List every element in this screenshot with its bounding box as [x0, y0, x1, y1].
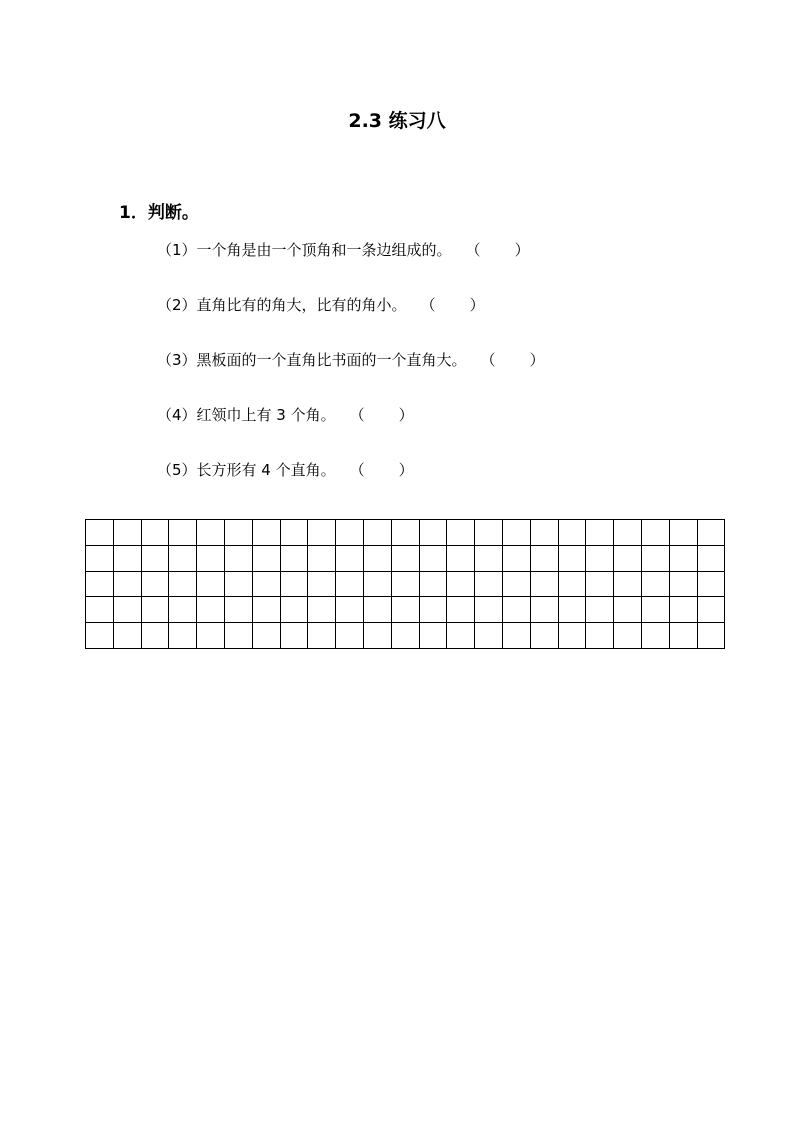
- grid-cell[interactable]: [336, 597, 364, 623]
- grid-cell[interactable]: [669, 571, 697, 597]
- grid-cell[interactable]: [697, 520, 725, 546]
- grid-cell[interactable]: [586, 623, 614, 649]
- grid-cell[interactable]: [336, 520, 364, 546]
- grid-cell[interactable]: [669, 520, 697, 546]
- grid-cell[interactable]: [86, 623, 114, 649]
- grid-cell[interactable]: [530, 545, 558, 571]
- grid-cell[interactable]: [530, 571, 558, 597]
- grid-cell[interactable]: [86, 545, 114, 571]
- grid-cell[interactable]: [197, 545, 225, 571]
- answer-blank[interactable]: （ ）: [420, 296, 485, 314]
- grid-cell[interactable]: [363, 545, 391, 571]
- answer-blank[interactable]: （ ）: [465, 241, 530, 259]
- grid-cell[interactable]: [641, 520, 669, 546]
- grid-cell[interactable]: [308, 597, 336, 623]
- grid-cell[interactable]: [391, 571, 419, 597]
- grid-cell[interactable]: [280, 571, 308, 597]
- grid-cell[interactable]: [391, 597, 419, 623]
- grid-cell[interactable]: [475, 623, 503, 649]
- question-item-1: [157, 239, 545, 294]
- grid-cell[interactable]: [113, 520, 141, 546]
- grid-row: [86, 597, 725, 623]
- grid-cell[interactable]: [697, 545, 725, 571]
- grid-row: [86, 571, 725, 597]
- grid-cell[interactable]: [252, 623, 280, 649]
- grid-cell[interactable]: [280, 520, 308, 546]
- grid-cell[interactable]: [197, 520, 225, 546]
- grid-cell[interactable]: [558, 623, 586, 649]
- grid-cell[interactable]: [419, 623, 447, 649]
- question-item-5: [157, 459, 545, 514]
- grid-cell[interactable]: [614, 597, 642, 623]
- answer-blank[interactable]: （ ）: [349, 461, 414, 479]
- worksheet-title: 2.3 练习八: [348, 110, 446, 132]
- grid-cell[interactable]: [530, 520, 558, 546]
- grid-cell[interactable]: [141, 623, 169, 649]
- grid-cell[interactable]: [558, 545, 586, 571]
- grid-cell[interactable]: [141, 545, 169, 571]
- question-item-4: [157, 404, 545, 459]
- grid-cell[interactable]: [169, 597, 197, 623]
- grid-cell[interactable]: [113, 623, 141, 649]
- grid-cell[interactable]: [586, 597, 614, 623]
- grid-cell[interactable]: [669, 597, 697, 623]
- grid-cell[interactable]: [169, 545, 197, 571]
- grid-cell[interactable]: [502, 571, 530, 597]
- grid-row: [86, 545, 725, 571]
- grid-cell[interactable]: [252, 571, 280, 597]
- writing-grid: [85, 519, 725, 649]
- grid-cell[interactable]: [447, 623, 475, 649]
- grid-cell[interactable]: [197, 597, 225, 623]
- grid-cell[interactable]: [697, 623, 725, 649]
- grid-cell[interactable]: [447, 597, 475, 623]
- grid-cell[interactable]: [308, 545, 336, 571]
- grid-cell[interactable]: [447, 520, 475, 546]
- grid-cell[interactable]: [113, 597, 141, 623]
- grid-cell[interactable]: [169, 520, 197, 546]
- grid-cell[interactable]: [475, 571, 503, 597]
- grid-cell[interactable]: [614, 571, 642, 597]
- grid-cell[interactable]: [558, 597, 586, 623]
- question-text: （5）长方形有 4 个直角。: [157, 461, 336, 479]
- grid-cell[interactable]: [197, 623, 225, 649]
- grid-cell[interactable]: [530, 623, 558, 649]
- grid-cell[interactable]: [169, 623, 197, 649]
- grid-cell[interactable]: [586, 545, 614, 571]
- grid-cell[interactable]: [558, 571, 586, 597]
- grid-cell[interactable]: [280, 545, 308, 571]
- grid-cell[interactable]: [475, 545, 503, 571]
- grid-cell[interactable]: [141, 571, 169, 597]
- grid-cell[interactable]: [586, 520, 614, 546]
- grid-cell[interactable]: [363, 520, 391, 546]
- grid-cell[interactable]: [141, 597, 169, 623]
- answer-blank[interactable]: （ ）: [480, 351, 545, 369]
- grid-cell[interactable]: [141, 520, 169, 546]
- grid-cell[interactable]: [669, 623, 697, 649]
- question-item-2: [157, 294, 545, 349]
- grid-cell[interactable]: [224, 520, 252, 546]
- grid-cell[interactable]: [419, 545, 447, 571]
- question-list: [157, 239, 545, 514]
- grid-cell[interactable]: [502, 520, 530, 546]
- grid-cell[interactable]: [308, 571, 336, 597]
- grid-cell[interactable]: [363, 623, 391, 649]
- grid-cell[interactable]: [614, 545, 642, 571]
- grid-cell[interactable]: [475, 597, 503, 623]
- grid-row: [86, 520, 725, 546]
- grid-cell[interactable]: [530, 597, 558, 623]
- grid-cell[interactable]: [502, 623, 530, 649]
- section-heading: 1．判断。: [119, 203, 199, 223]
- grid-cell[interactable]: [252, 597, 280, 623]
- grid-cell[interactable]: [697, 597, 725, 623]
- grid-cell[interactable]: [391, 545, 419, 571]
- grid-cell[interactable]: [169, 571, 197, 597]
- grid-row: [86, 623, 725, 649]
- grid-cell[interactable]: [86, 597, 114, 623]
- grid-cell[interactable]: [641, 545, 669, 571]
- grid-cell[interactable]: [336, 545, 364, 571]
- question-text: （4）红领巾上有 3 个角。: [157, 406, 336, 424]
- question-text: （3）黑板面的一个直角比书面的一个直角大。: [157, 351, 467, 369]
- grid-cell[interactable]: [586, 571, 614, 597]
- grid-cell[interactable]: [363, 597, 391, 623]
- grid-cell[interactable]: [224, 623, 252, 649]
- grid-cell[interactable]: [308, 623, 336, 649]
- grid-cell[interactable]: [363, 571, 391, 597]
- grid-cell[interactable]: [113, 571, 141, 597]
- grid-cell[interactable]: [502, 545, 530, 571]
- grid-cell[interactable]: [252, 545, 280, 571]
- grid-cell[interactable]: [669, 545, 697, 571]
- grid-cell[interactable]: [419, 571, 447, 597]
- grid-cell[interactable]: [558, 520, 586, 546]
- grid-cell[interactable]: [336, 571, 364, 597]
- grid-cell[interactable]: [502, 597, 530, 623]
- question-text: （2）直角比有的角大，比有的角小。: [157, 296, 407, 314]
- grid-cell[interactable]: [697, 571, 725, 597]
- grid-cell[interactable]: [391, 623, 419, 649]
- grid-cell[interactable]: [86, 520, 114, 546]
- grid-cell[interactable]: [197, 571, 225, 597]
- grid-cell[interactable]: [280, 597, 308, 623]
- question-item-3: [157, 349, 545, 404]
- grid-cell[interactable]: [336, 623, 364, 649]
- grid-cell[interactable]: [113, 545, 141, 571]
- grid-cell[interactable]: [614, 623, 642, 649]
- answer-blank[interactable]: （ ）: [349, 406, 414, 424]
- grid-cell[interactable]: [447, 545, 475, 571]
- grid-cell[interactable]: [280, 623, 308, 649]
- grid-cell[interactable]: [447, 571, 475, 597]
- grid-cell[interactable]: [224, 597, 252, 623]
- grid-cell[interactable]: [224, 545, 252, 571]
- grid-cell[interactable]: [419, 597, 447, 623]
- grid-cell[interactable]: [224, 571, 252, 597]
- grid-cell[interactable]: [641, 571, 669, 597]
- grid-cell[interactable]: [641, 597, 669, 623]
- question-text: （1）一个角是由一个顶角和一条边组成的。: [157, 241, 452, 259]
- grid-cell[interactable]: [252, 520, 280, 546]
- grid-cell[interactable]: [614, 520, 642, 546]
- grid-cell[interactable]: [419, 520, 447, 546]
- grid-cell[interactable]: [641, 623, 669, 649]
- grid-cell[interactable]: [86, 571, 114, 597]
- grid-cell[interactable]: [391, 520, 419, 546]
- grid-cell[interactable]: [475, 520, 503, 546]
- grid-cell[interactable]: [308, 520, 336, 546]
